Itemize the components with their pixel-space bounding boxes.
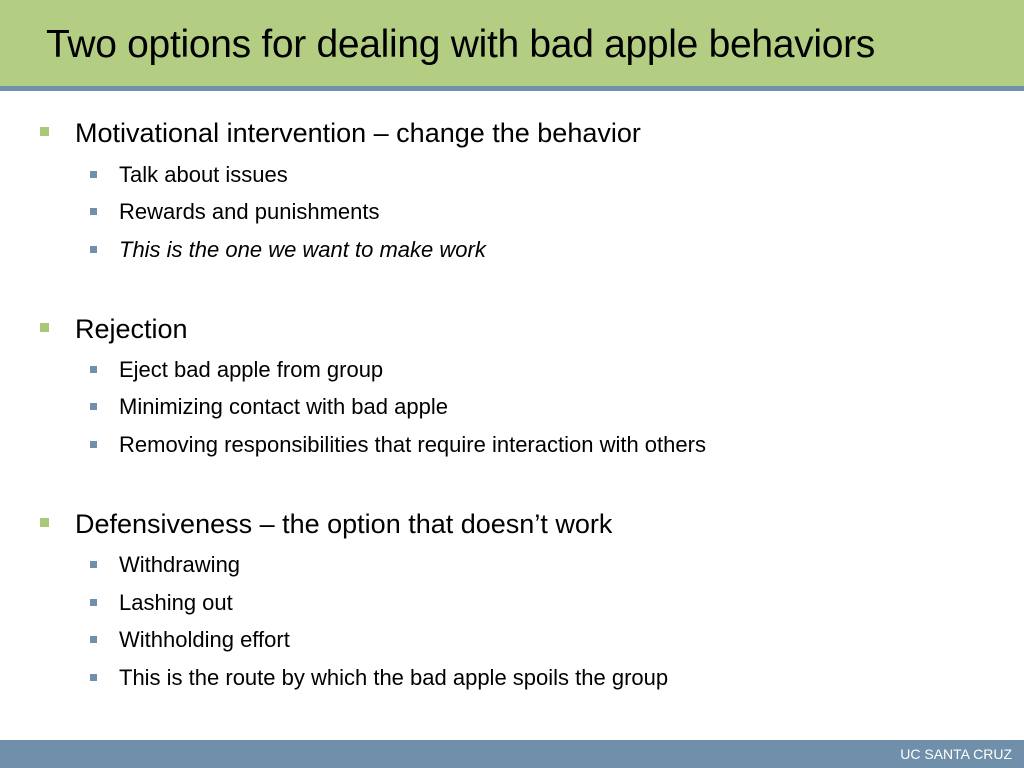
square-bullet-icon (90, 561, 97, 568)
square-bullet-icon (40, 127, 49, 136)
square-bullet-icon (90, 441, 97, 448)
title-bar (0, 0, 1024, 86)
bullet-text: Motivational intervention – change the behavior (75, 118, 641, 148)
square-bullet-icon (90, 674, 97, 681)
bullet-text: Defensiveness – the option that doesn’t work (75, 509, 613, 539)
sub-bullet-text: Minimizing contact with bad apple (119, 394, 448, 419)
sub-bullet-text: Talk about issues (119, 162, 288, 187)
slide-title: Two options for dealing with bad apple behaviors (46, 23, 875, 66)
sub-bullet-text: Rewards and punishments (119, 199, 380, 224)
footer-bar (0, 740, 1024, 768)
square-bullet-icon (40, 323, 49, 332)
sub-bullet-text: Lashing out (119, 590, 233, 615)
sub-bullet-text: Withholding effort (119, 627, 290, 652)
sub-bullet-text: Withdrawing (119, 552, 241, 577)
footer-label: UC SANTA CRUZ (900, 746, 1012, 762)
square-bullet-icon (90, 599, 97, 606)
sub-bullet-text: Eject bad apple from group (119, 357, 384, 382)
square-bullet-icon (90, 403, 97, 410)
bullet-text: Rejection (75, 314, 188, 344)
square-bullet-icon (90, 208, 97, 215)
sub-bullet-text: This is the one we want to make work (119, 237, 486, 262)
square-bullet-icon (90, 246, 97, 253)
title-divider (0, 86, 1024, 91)
square-bullet-icon (90, 171, 97, 178)
sub-bullet-text: Removing responsibilities that require interaction with others (119, 432, 706, 457)
square-bullet-icon (90, 636, 97, 643)
square-bullet-icon (40, 518, 49, 527)
sub-bullet-text: This is the route by which the bad apple spoils the group (119, 665, 669, 690)
square-bullet-icon (90, 366, 97, 373)
